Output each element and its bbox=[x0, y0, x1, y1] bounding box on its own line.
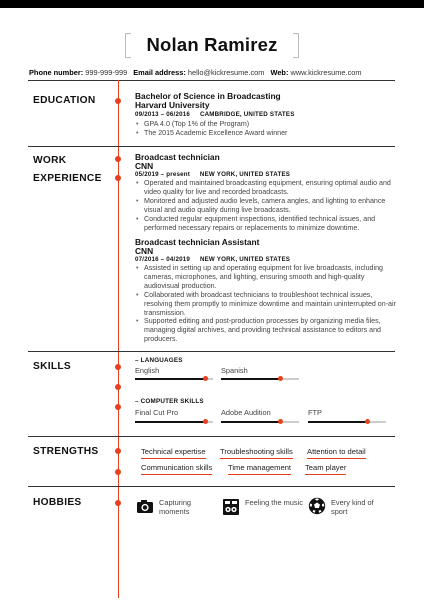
job-location: NEW YORK, UNITED STATES bbox=[199, 171, 291, 178]
section-title-strengths: STRENGTHS bbox=[33, 446, 99, 457]
hobby-label: Every kind of sport bbox=[331, 498, 374, 517]
list-item: • Conducted regular equipment inspections, identified technical issues, and performed necessary repairs or replacements to minimize downtime. bbox=[135, 215, 397, 233]
education-location: CAMBRIDGE, UNITED STATES bbox=[199, 111, 295, 118]
skill-label: Spanish bbox=[221, 366, 248, 375]
skill-bar-knob bbox=[203, 376, 208, 381]
strength-tag: Troubleshooting skills bbox=[220, 447, 293, 459]
skill-bar-knob bbox=[278, 419, 283, 424]
company: CNN bbox=[135, 161, 154, 171]
skill-bar-fill bbox=[221, 378, 280, 380]
list-item: • Operated and maintained broadcasting equipment, ensuring optimal audio and video quality for live and recorded broadcasts. bbox=[135, 179, 397, 197]
list-item: • Collaborated with broadcast technicians to troubleshoot technical issues, resolving them promptly to minimize downtime and maintain uninterrupted on-air transmission. bbox=[135, 291, 397, 318]
camera-icon bbox=[136, 498, 154, 516]
list-item: • Supported editing and post-production processes by organizing media files, managing digital archives, and providing technical assistance to editors and producers. bbox=[135, 317, 397, 344]
list-item: • GPA 4.0 (Top 1% of the Program) bbox=[135, 120, 397, 129]
computer-skills-heading: – COMPUTER SKILLS bbox=[135, 398, 204, 405]
skill-bar-knob bbox=[278, 376, 283, 381]
full-name: Nolan Ramirez bbox=[146, 34, 278, 55]
skill-label: Adobe Audition bbox=[221, 408, 271, 417]
timeline-dot bbox=[115, 98, 121, 104]
phone-value: 999-999-999 bbox=[85, 68, 128, 77]
strength-tag: Team player bbox=[305, 463, 346, 475]
top-bar bbox=[0, 0, 424, 8]
skill-bar bbox=[308, 421, 386, 423]
divider bbox=[28, 436, 395, 437]
list-item: • Monitored and adjusted audio levels, camera angles, and lighting to enhance visual and audio quality during live broadcasts. bbox=[135, 197, 397, 215]
skill-label: FTP bbox=[308, 408, 322, 417]
section-title-work: WORK bbox=[33, 155, 67, 166]
hobby-label: Capturing moments bbox=[159, 498, 192, 517]
job-location: NEW YORK, UNITED STATES bbox=[199, 256, 291, 263]
web-value[interactable]: www.kickresume.com bbox=[290, 68, 362, 77]
skill-bar-fill bbox=[135, 378, 205, 380]
job-dates: 07/2016 – 04/2019 bbox=[135, 256, 191, 263]
education-dates: 09/2013 – 06/2016 bbox=[135, 111, 191, 118]
strength-tag: Attention to detail bbox=[307, 447, 366, 459]
divider bbox=[28, 146, 395, 147]
strength-tag: Communication skills bbox=[141, 463, 212, 475]
divider bbox=[28, 486, 395, 487]
job-meta bbox=[135, 171, 290, 178]
skill-bar bbox=[221, 421, 299, 423]
strength-tag: Time management bbox=[228, 463, 291, 475]
timeline-dot bbox=[115, 500, 121, 506]
section-title-experience: EXPERIENCE bbox=[33, 173, 102, 184]
contact-line bbox=[29, 68, 362, 77]
section-title-education: EDUCATION bbox=[33, 95, 96, 106]
phone-label: Phone number: bbox=[29, 68, 84, 77]
education-bullets bbox=[135, 120, 397, 138]
skill-bar bbox=[135, 421, 213, 423]
email-label: Email address: bbox=[133, 68, 186, 77]
timeline-dot bbox=[115, 469, 121, 475]
timeline-dot bbox=[115, 156, 121, 162]
school: Harvard University bbox=[135, 100, 210, 110]
job-title: Broadcast technician bbox=[135, 152, 220, 162]
timeline-dot bbox=[115, 384, 121, 390]
skill-bar-fill bbox=[308, 421, 367, 423]
job-bullets bbox=[135, 264, 397, 344]
soccer-ball-icon bbox=[308, 497, 326, 515]
skill-bar-fill bbox=[135, 421, 205, 423]
timeline-dot bbox=[115, 448, 121, 454]
name-header bbox=[125, 33, 299, 58]
education-meta bbox=[135, 111, 295, 118]
divider bbox=[28, 80, 395, 81]
strength-tag: Technical expertise bbox=[141, 447, 206, 459]
skill-bar-fill bbox=[221, 421, 280, 423]
divider bbox=[28, 351, 395, 352]
skill-bar-knob bbox=[203, 419, 208, 424]
section-title-skills: SKILLS bbox=[33, 361, 72, 372]
skill-bar bbox=[221, 378, 299, 380]
job-title: Broadcast technician Assistant bbox=[135, 237, 260, 247]
timeline-dot bbox=[115, 364, 121, 370]
email-value[interactable]: hello@kickresume.com bbox=[187, 68, 265, 77]
skill-bar-knob bbox=[365, 419, 370, 424]
web-label: Web: bbox=[270, 68, 289, 77]
job-meta bbox=[135, 256, 290, 263]
timeline-dot bbox=[115, 175, 121, 181]
list-item: • The 2015 Academic Excellence Award winner bbox=[135, 129, 397, 138]
company: CNN bbox=[135, 246, 154, 256]
skill-label: Final Cut Pro bbox=[135, 408, 179, 417]
job-bullets bbox=[135, 179, 397, 232]
timeline-dot bbox=[115, 404, 121, 410]
skill-bar bbox=[135, 378, 213, 380]
degree: Bachelor of Science in Broadcasting bbox=[135, 91, 281, 101]
languages-heading: – LANGUAGES bbox=[135, 357, 183, 364]
list-item: • Assisted in setting up and operating equipment for live broadcasts, including cameras, microphones, and lighting, ensuring smooth and high-quality audiovisual production. bbox=[135, 264, 397, 291]
skill-label: English bbox=[135, 366, 160, 375]
section-title-hobbies: HOBBIES bbox=[33, 497, 82, 508]
job-dates: 05/2019 – present bbox=[135, 171, 190, 178]
music-icon bbox=[222, 498, 240, 516]
hobby-label: Feeling the music bbox=[245, 498, 303, 507]
